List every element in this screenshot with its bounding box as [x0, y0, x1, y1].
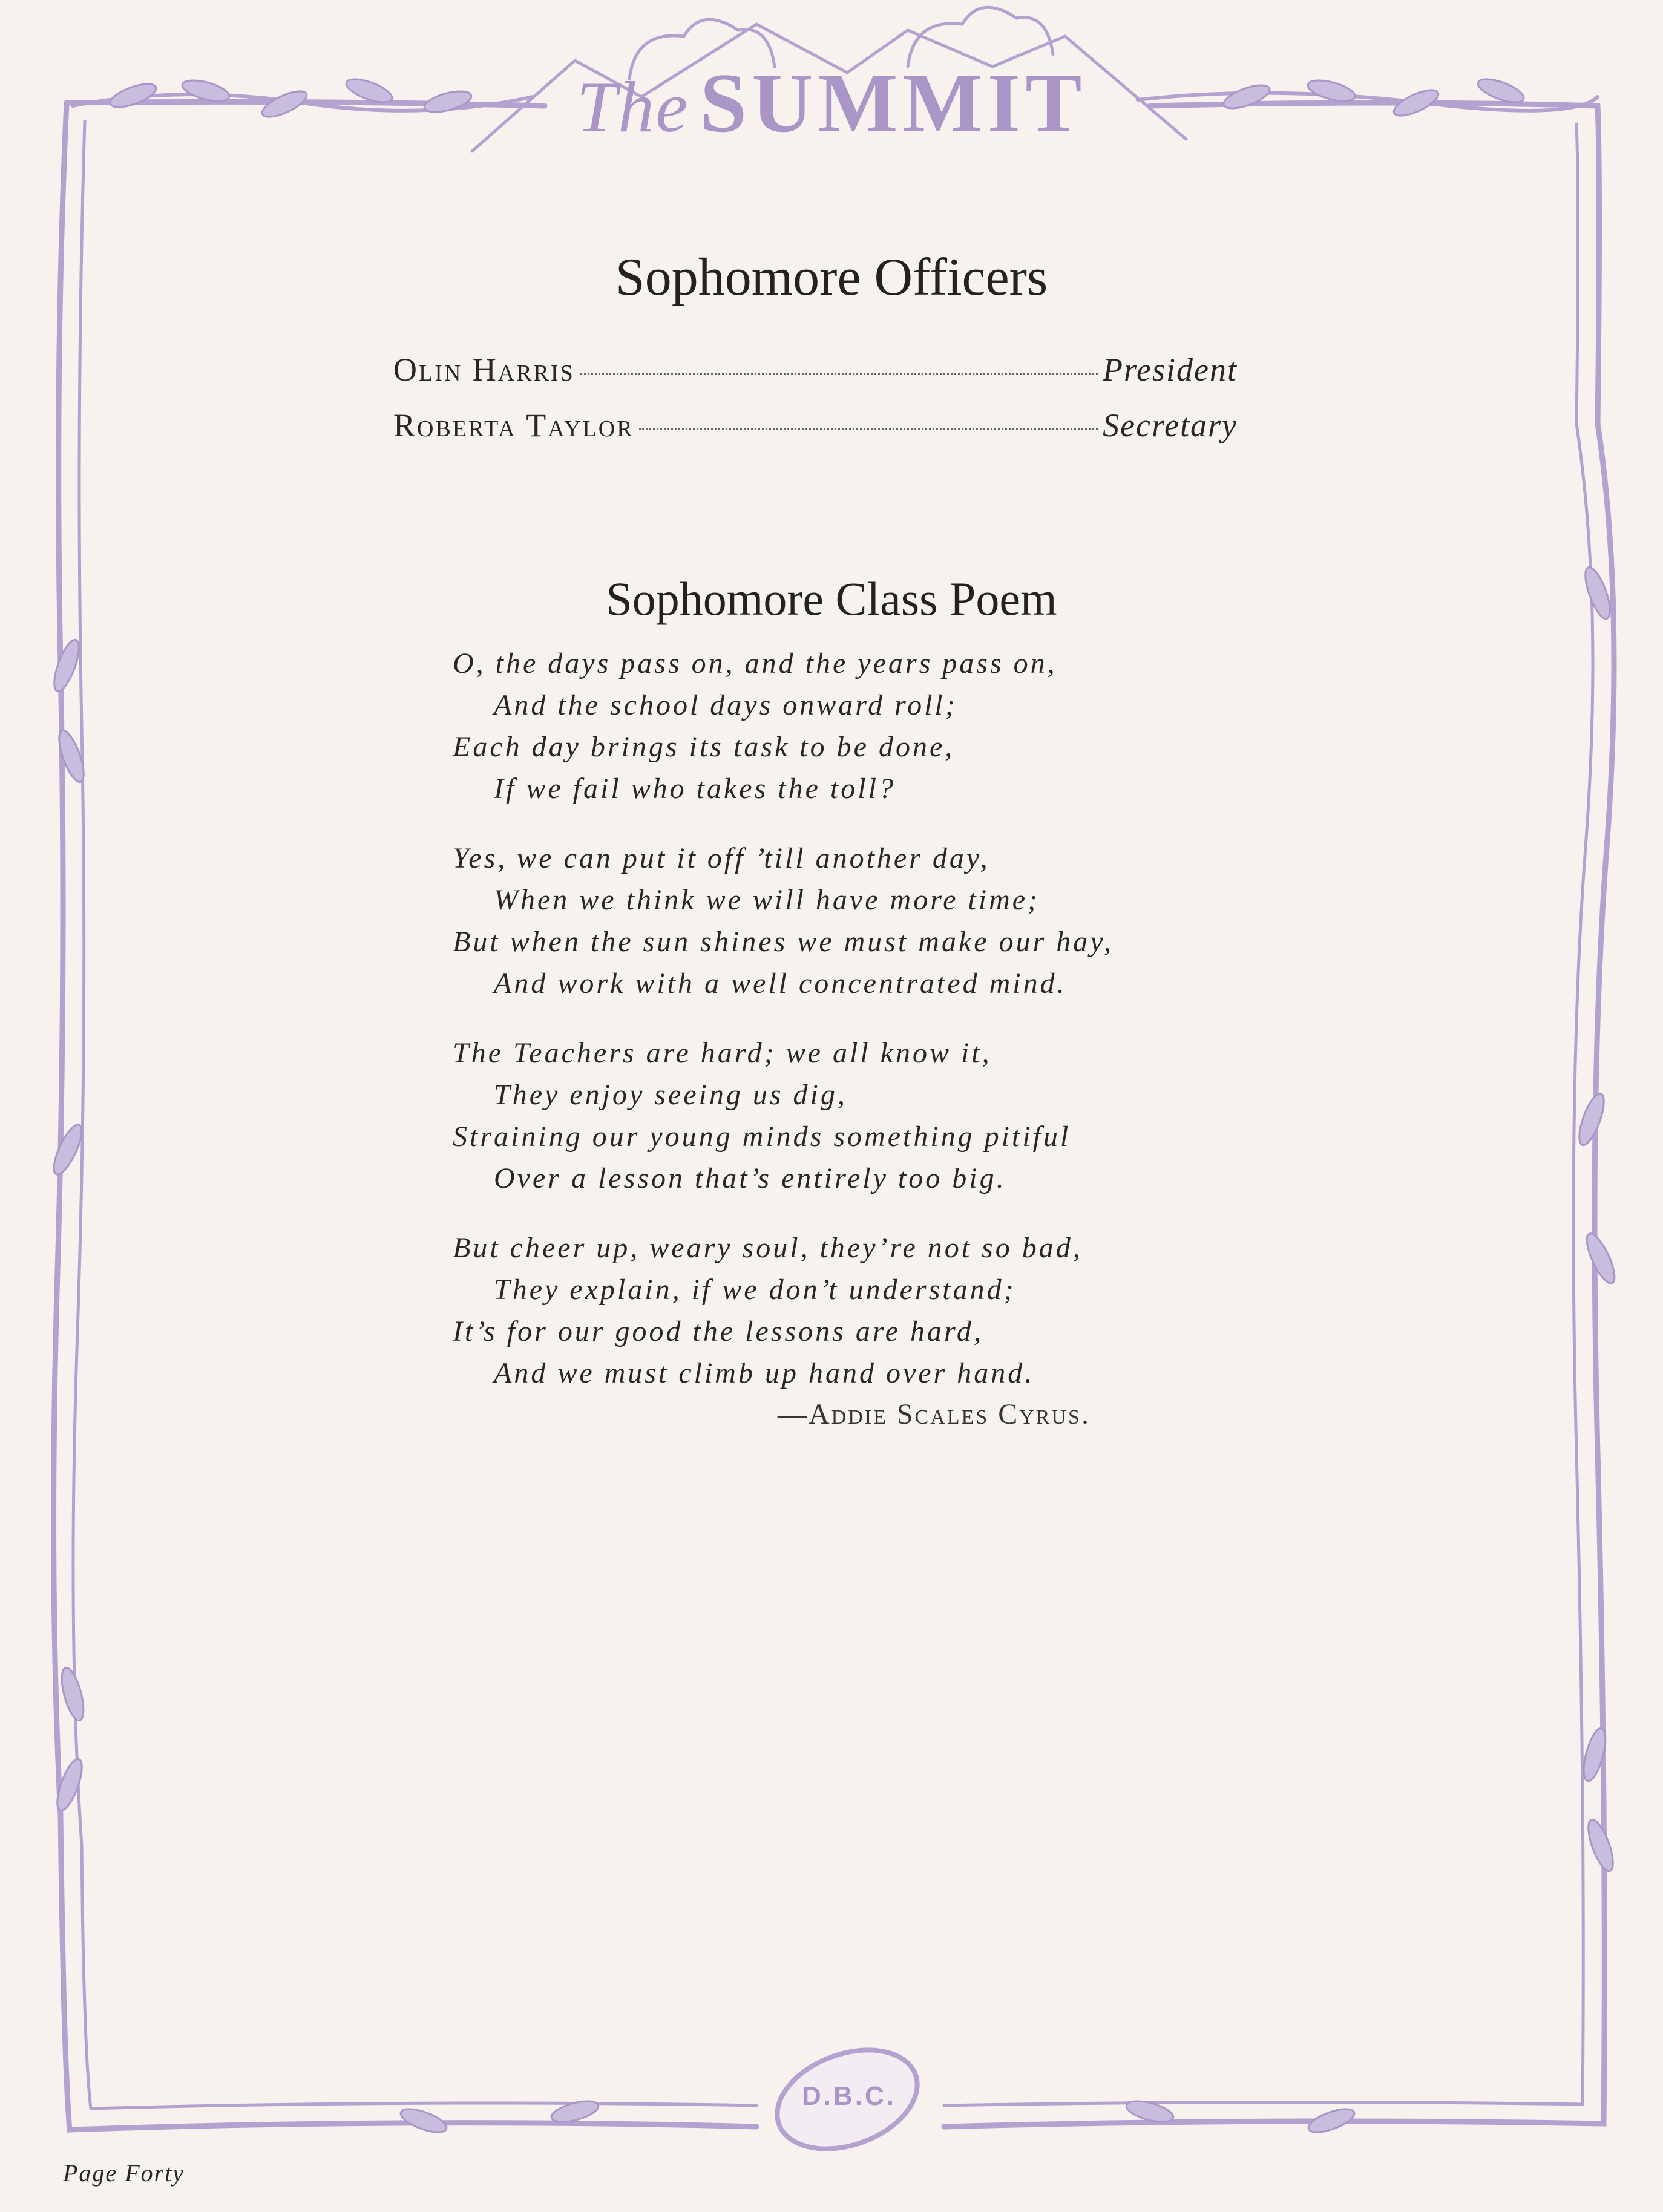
poem-line: The Teachers are hard; we all know it, — [453, 1037, 992, 1069]
poem-line: Yes, we can put it off ’till another day, — [453, 842, 990, 874]
officers-list — [393, 351, 1238, 462]
officer-row — [393, 351, 1238, 407]
poem-author: —Addie Scales Cyrus. — [778, 1398, 1091, 1430]
poem-line: Each day brings its task to be done, — [453, 731, 955, 763]
poem-line: But cheer up, weary soul, they’re not so bad, — [453, 1232, 1083, 1264]
poem-line: And work with a well concentrated mind. — [494, 967, 1067, 1000]
poem-line: If we fail who takes the toll? — [494, 773, 896, 805]
poem-stanza — [453, 643, 1239, 810]
officer-title: President — [1103, 352, 1238, 388]
officer-title: Secretary — [1103, 407, 1238, 443]
poem-line: It’s for our good the lessons are hard, — [453, 1315, 983, 1347]
dotted-leader — [639, 428, 1098, 430]
officer-row — [393, 407, 1238, 462]
masthead — [0, 54, 1663, 152]
poem-body — [453, 643, 1239, 1422]
poem-stanza — [453, 1032, 1239, 1199]
officer-name: Roberta Taylor — [393, 407, 634, 443]
masthead-name: SUMMIT — [700, 56, 1087, 150]
poem-line: They explain, if we don’t understand; — [494, 1274, 1016, 1306]
poem-line: O, the days pass on, and the years pass on, — [453, 647, 1057, 679]
poem-line: And we must climb up hand over hand. — [494, 1357, 1035, 1389]
poem-line: But when the sun shines we must make our hay, — [453, 926, 1114, 958]
poem-stanza — [453, 1227, 1239, 1394]
poem-line: When we think we will have more time; — [494, 884, 1040, 916]
poem-line: Straining our young minds something pitiful — [453, 1121, 1071, 1153]
dbc-emblem: D.B.C. — [802, 2081, 896, 2111]
poem-title: Sophomore Class Poem — [606, 572, 1057, 625]
poem-line: They enjoy seeing us dig, — [494, 1079, 847, 1111]
officers-title: Sophomore Officers — [615, 248, 1048, 307]
poem-line: And the school days onward roll; — [494, 689, 957, 721]
dotted-leader — [580, 373, 1098, 375]
page-number: Page Forty — [63, 2159, 185, 2187]
masthead-the: The — [576, 67, 689, 147]
poem-stanza — [453, 837, 1239, 1004]
officer-name: Olin Harris — [393, 352, 575, 388]
poem-line: Over a lesson that’s entirely too big. — [494, 1162, 1006, 1194]
